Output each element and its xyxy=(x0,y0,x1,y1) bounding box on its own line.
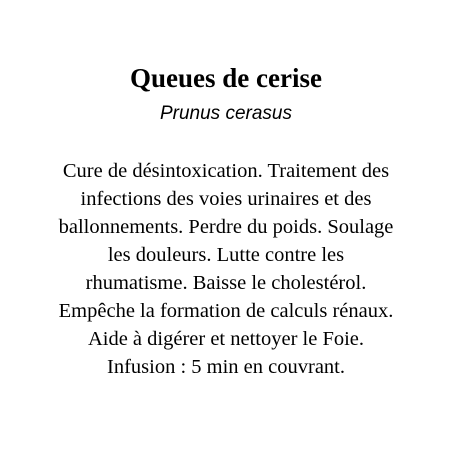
description-line: Aide à digérer et nettoyer le Foie. xyxy=(87,328,365,350)
description-line: Infusion : 5 min en couvrant. xyxy=(107,356,345,378)
description-line: Cure de désintoxication. Traitement des xyxy=(62,160,390,182)
description-line: ballonnements. Perdre du poids. Soulage xyxy=(58,216,394,238)
product-title: Queues de cerise xyxy=(130,63,322,93)
description xyxy=(0,157,452,381)
description-line: rhumatisme. Baisse le cholestérol. xyxy=(85,272,367,294)
description-line: les douleurs. Lutte contre les xyxy=(107,244,345,266)
description-line: infections des voies urinaires et des xyxy=(80,188,372,210)
latin-name: Prunus cerasus xyxy=(159,103,292,124)
description-line: Empêche la formation de calculs rénaux. xyxy=(58,300,394,322)
